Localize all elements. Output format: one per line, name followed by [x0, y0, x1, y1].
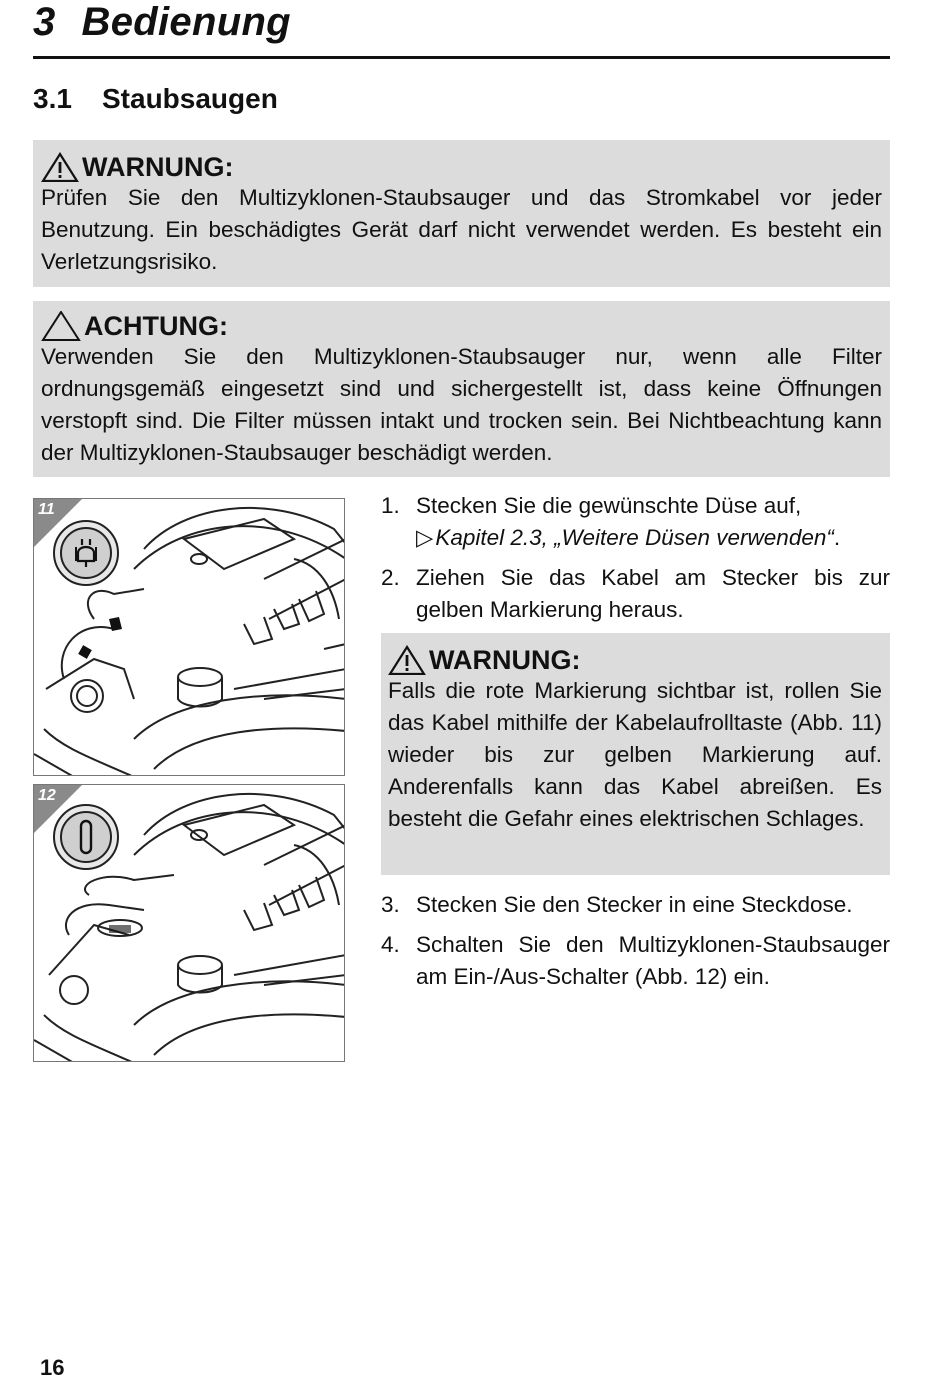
section-number: 3.1 [33, 83, 72, 114]
warning-label: WARNUNG: [82, 152, 234, 182]
cross-reference-arrow-icon: ▷ [416, 525, 434, 550]
list-item [381, 562, 890, 626]
instruction-steps [381, 889, 890, 1001]
step-text: Schalten Sie den Multizyklonen-Staubsauger am Ein-/Aus-Schalter (Abb. 12) ein. [416, 932, 890, 989]
caution-label: ACHTUNG: [84, 311, 228, 341]
warning-text: Prüfen Sie den Multizyklonen-Staubsauger und das Stromkabel vor jeder Benutzung. Ein beschädigtes Gerät darf nicht verwendet werden. Es besteht ein Verletzungsrisiko. [41, 185, 882, 274]
warning-label: WARNUNG: [429, 645, 581, 675]
step-number: 4. [381, 932, 400, 957]
list-item [381, 889, 890, 921]
warning-header [388, 645, 882, 675]
figure-number: 11 [38, 501, 55, 518]
caution-triangle-icon [41, 311, 81, 341]
list-item [381, 490, 890, 554]
page-number: 16 [40, 1355, 65, 1380]
cable-rewind-button-icon [52, 519, 120, 587]
warning-notice [33, 140, 890, 287]
step-text: Stecken Sie den Stecker in eine Steckdose. [416, 892, 853, 917]
section-title-text: Staubsaugen [102, 83, 278, 114]
chapter-title [33, 0, 291, 45]
step-number: 2. [381, 565, 400, 590]
cross-reference-link[interactable]: Kapitel 2.3, „Weitere Düsen verwenden“ [435, 525, 834, 550]
figure-11 [33, 498, 345, 776]
warning-triangle-icon [388, 645, 426, 675]
step-number: 3. [381, 892, 400, 917]
power-switch-icon [52, 803, 120, 871]
warning-notice [381, 633, 890, 875]
warning-triangle-icon [41, 152, 79, 182]
caution-header [41, 311, 882, 341]
figure-12 [33, 784, 345, 1062]
step-text: Stecken Sie die gewünschte Düse auf, [416, 493, 802, 518]
list-item [381, 929, 890, 993]
chapter-title-text: Bedienung [81, 0, 291, 44]
section-title [33, 83, 278, 115]
step-text-end: . [833, 525, 841, 550]
caution-text: Verwenden Sie den Multizyklonen-Staubsauger nur, wenn alle Filter ordnungsgemäß eingesetzt sind und sichergestellt ist, dass keine Öffnungen verstopft sind. Die Filter müssen intakt und trocken sein. Bei Nichtbeachtung kann der Multizyklonen-Staubsauger beschädigt werden. [41, 344, 882, 465]
caution-notice [33, 301, 890, 477]
warning-text: Falls die rote Markierung sichtbar ist, rollen Sie das Kabel mithilfe der Kabelaufrolltaste (Abb. 11) wieder bis zur gelben Markierung auf. Anderenfalls kann das Kabel abreißen. Es besteht die Gefahr eines elektrischen Schlages. [388, 678, 882, 831]
chapter-number: 3 [33, 0, 56, 44]
instruction-steps [381, 490, 890, 634]
warning-header [41, 152, 882, 182]
chapter-divider [33, 56, 890, 59]
step-number: 1. [381, 493, 400, 518]
figure-number: 12 [38, 787, 56, 804]
step-text: Ziehen Sie das Kabel am Stecker bis zur gelben Markierung heraus. [416, 565, 890, 622]
